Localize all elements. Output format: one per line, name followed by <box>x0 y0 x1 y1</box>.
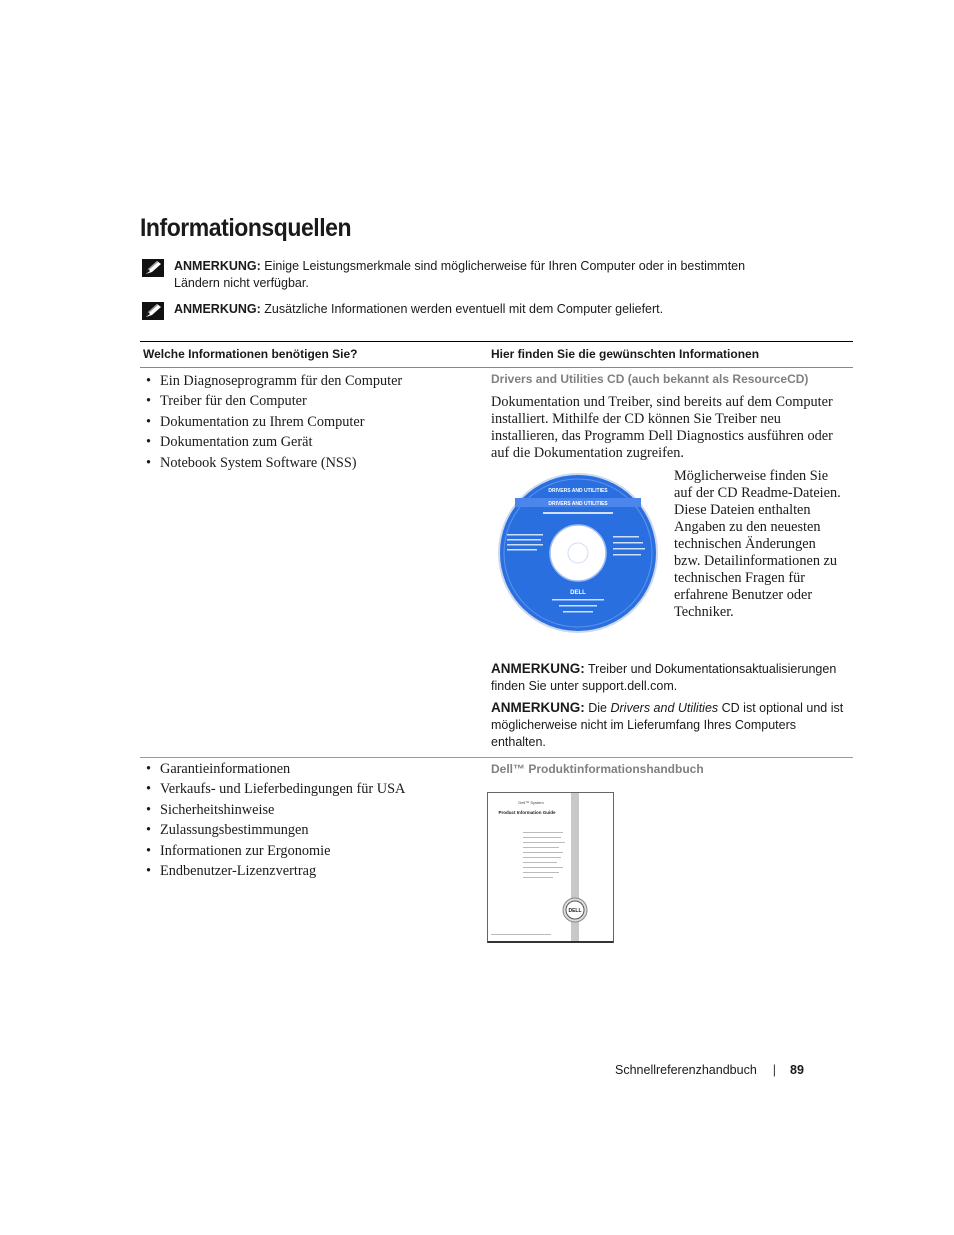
list-item: • Ein Diagnoseprogramm für den Computer <box>146 371 487 391</box>
info-list <box>140 759 487 881</box>
page-number: 89 <box>790 1063 804 1077</box>
dell-logo-icon: DELL <box>570 590 586 596</box>
support-link[interactable]: support.dell.com <box>582 679 674 693</box>
note-pre: Die <box>588 701 607 715</box>
note-end: . <box>673 679 678 693</box>
list-item: • Endbenutzer-Lizenzvertrag <box>146 861 487 881</box>
note-text: Treiber und Dokumentationsaktualisierungen finden Sie unter <box>491 662 837 693</box>
list-item: • Dokumentation zu Ihrem Computer <box>146 412 487 432</box>
note-post: CD ist optional und ist möglicherweise nicht im Lieferumfang Ihres Computers enthalten. <box>491 701 844 749</box>
product-information-guide-image <box>487 792 615 946</box>
list-item: • Garantieinformationen <box>146 759 487 779</box>
list-item: • Treiber für den Computer <box>146 391 487 411</box>
list-item: • Zulassungsbestimmungen <box>146 820 487 840</box>
column-header-what: Welche Informationen benötigen Sie? <box>140 342 487 368</box>
pencil-note-icon <box>142 259 164 277</box>
note-label: ANMERKUNG: <box>174 259 261 273</box>
booklet-brand: Dell™ System <box>518 800 544 805</box>
list-item: • Sicherheitshinweise <box>146 800 487 820</box>
note-cd-optional <box>491 699 849 751</box>
note-updates <box>491 660 849 695</box>
page-title: Informationsquellen <box>140 214 352 242</box>
info-list <box>140 371 487 473</box>
note-text: Zusätzliche Informationen werden eventuell mit dem Computer geliefert. <box>264 302 664 316</box>
cd-label-top: DRIVERS AND UTILITIES <box>548 488 608 494</box>
list-item: • Informationen zur Ergonomie <box>146 841 487 861</box>
note-italic: Drivers and Utilities <box>610 701 719 715</box>
note-label: ANMERKUNG: <box>174 302 261 316</box>
source-description: Dokumentation und Treiber, sind bereits auf dem Computer installiert. Mithilfe der CD können Sie Treiber neu installieren, das Programm Dell Diagnostics ausführen oder auf die Dokumentation zugreifen. <box>491 394 833 461</box>
dell-logo-icon: DELL <box>568 908 582 914</box>
list-item: • Verkaufs- und Lieferbedingungen für USA <box>146 779 487 799</box>
information-sources-table <box>140 341 853 964</box>
note-label: ANMERKUNG: <box>491 661 585 676</box>
column-header-where: Hier finden Sie die gewünschten Informationen <box>487 342 853 368</box>
cd-readme-text: Möglicherweise finden Sie auf der CD Readme-Dateien. Diese Dateien enthalten Angaben zu den neuesten technischen Änderungen bzw. Detailinformationen zu technischen Fragen für erfahrene Benutzer oder Techniker. <box>674 468 841 620</box>
pencil-note-icon <box>142 302 164 320</box>
note-label: ANMERKUNG: <box>491 700 585 715</box>
note-text: Einige Leistungsmerkmale sind möglicherweise für Ihren Computer oder in bestimmten Ländern nicht verfügbar. <box>174 259 746 290</box>
cd-banner: DRIVERS AND UTILITIES <box>548 501 608 507</box>
footer-doc-name: Schnellreferenzhandbuch <box>615 1063 757 1077</box>
table-row <box>140 758 853 965</box>
list-item: • Notebook System Software (NSS) <box>146 453 487 473</box>
page-footer <box>615 1063 804 1077</box>
source-title: Drivers and Utilities CD (auch bekannt als ResourceCD) <box>491 372 809 386</box>
table-row <box>140 368 853 758</box>
footer-separator: | <box>772 1063 777 1077</box>
drivers-utilities-cd-image <box>497 472 659 634</box>
source-title: Dell™ Produktinformationshandbuch <box>491 762 704 776</box>
list-item: • Dokumentation zum Gerät <box>146 432 487 452</box>
booklet-title: Product Information Guide <box>498 810 556 815</box>
